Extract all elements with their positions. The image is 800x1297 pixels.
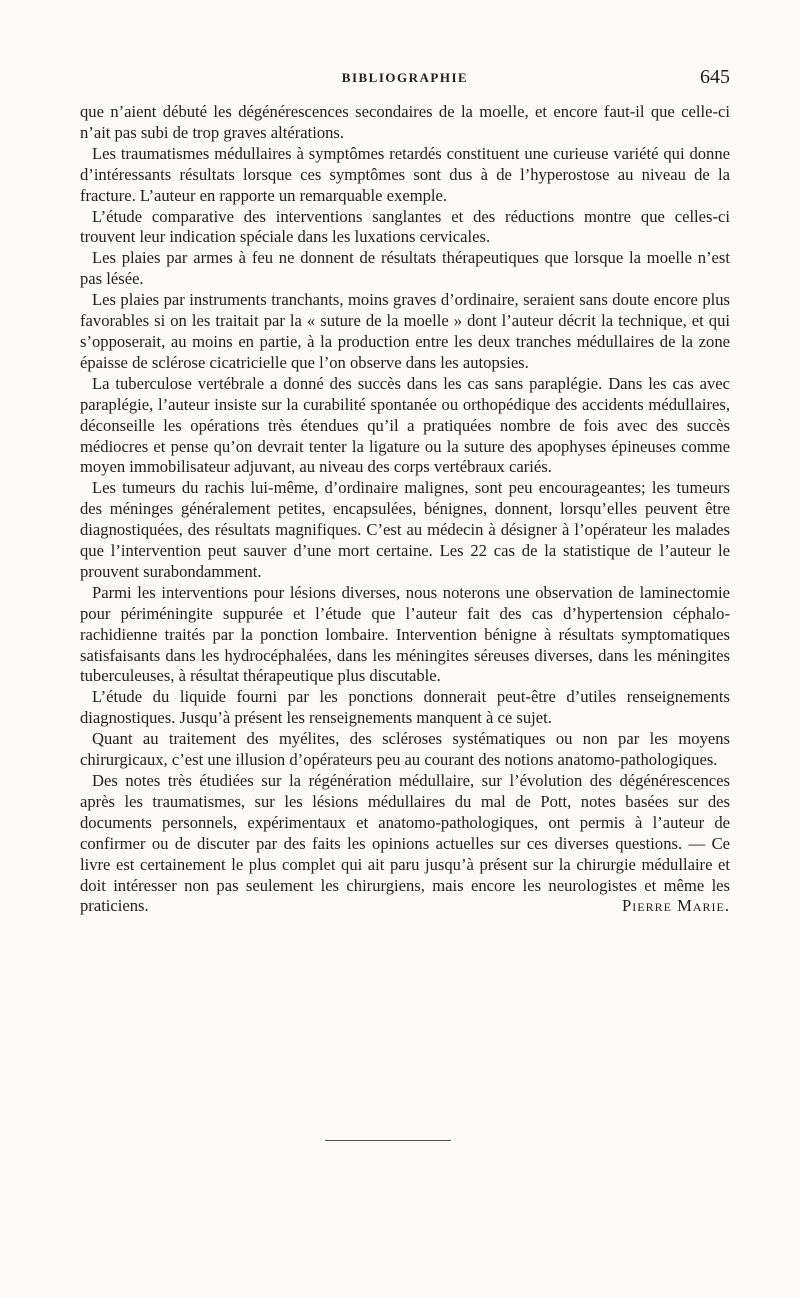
- article-body: [80, 102, 730, 917]
- end-rule: [325, 1140, 451, 1141]
- paragraph-myelites: Quant au traitement des myélites, des scléroses systématiques ou non par les moyens chirurgicaux, c’est une illusion d’opérateurs peu au courant des notions anatomo-pathologiques.: [80, 729, 730, 770]
- paragraph-conclusion-text: Des notes très étudiées sur la régénération médullaire, sur l’évolution des dégénérescences après les traumatismes, sur les lésions médullaires du mal de Pott, notes basées sur des documents personnels, expérimentaux et anatomo-pathologiques, ont permis à l’auteur de confirmer ou de discuter par des faits les opinions actuelles sur ces diverses questions. — Ce livre est certainement le plus complet qui ait paru jusqu’à présent sur la chirurgie médullaire et doit intéresser non pas seulement les chirurgiens, mais encore les neurologistes et même les praticiens.: [80, 771, 730, 916]
- paragraph-conclusion: [80, 771, 730, 917]
- paragraph-liquide: L’étude du liquide fourni par les ponctions donnerait peut-être d’utiles renseignements diagnostiques. Jusqu’à présent les renseignements manquent à ce sujet.: [80, 687, 730, 728]
- page: [80, 66, 730, 917]
- paragraph-etude-comparative: L’étude comparative des interventions sanglantes et des réductions montre que celles-ci trouvent leur indication spéciale dans les luxations cervicales.: [80, 206, 730, 247]
- author-signature: Pierre Marie.: [622, 896, 730, 916]
- paragraph-plaies-armes: Les plaies par armes à feu ne donnent de résultats thérapeutiques que lorsque la moelle n’est pas lésée.: [80, 248, 730, 289]
- paragraph-plaies-instruments: Les plaies par instruments tranchants, moins graves d’ordinaire, seraient sans doute encore plus favorables si on les traitait par la « suture de la moelle » dont l’auteur décrit la technique, et qui s’opposerait, au moins en partie, à la production entre les deux tranches médullaires de la zone épaisse de sclérose cicatricielle que l’on observe dans les autopsies.: [80, 290, 730, 372]
- paragraph-continuation: que n’aient débuté les dégénérescences secondaires de la moelle, et encore faut-il que celle-ci n’ait pas subi de trop graves altérations.: [80, 102, 730, 142]
- paragraph-tuberculose: La tuberculose vertébrale a donné des succès dans les cas sans paraplégie. Dans les cas avec paraplégie, l’auteur insiste sur la curabilité spontanée ou orthopédique des accidents médullaires, déconseille les opérations très étendues qu’il a pratiquées nombre de fois avec des succès médiocres et pense qu’on devrait tenter la ligature ou la suture des apophyses épineuses comme moyen immobilisateur adjuvant, au niveau des corps vertébraux cariés.: [80, 373, 730, 477]
- running-head: [80, 66, 730, 92]
- running-title: BIBLIOGRAPHIE: [341, 70, 469, 85]
- paragraph-tumeurs: Les tumeurs du rachis lui-même, d’ordinaire malignes, sont peu encourageantes; les tumeurs des méninges généralement petites, encapsulées, bénignes, donnent, lorsqu’elles peuvent être diagnostiquées, des résultats magnifiques. C’est au médecin à désigner à l’opérateur les malades que l’intervention peut sauver d’une mort certaine. Les 22 cas de la statistique de l’auteur le prouvent surabondamment.: [80, 478, 730, 581]
- paragraph-interventions-diverses: Parmi les interventions pour lésions diverses, nous noterons une observation de laminectomie pour périméningite suppurée et l’étude que l’auteur fait des cas d’hypertension céphalo-rachidienne traités par la ponction lombaire. Intervention bénigne à résultats symptomatiques satisfaisants dans les hydrocéphalées, dans les méningites séreuses diverses, dans les méningites tuberculeuses, à résultat thérapeutique plus discutable.: [80, 582, 730, 686]
- paragraph-traumatismes: Les traumatismes médullaires à symptômes retardés constituent une curieuse variété qui donne d’intéressants résultats lorsque ces symptômes sont dus à de l’hyperostose au niveau de la fracture. L’auteur en rapporte un remarquable exemple.: [80, 143, 730, 205]
- page-number: 645: [700, 66, 730, 88]
